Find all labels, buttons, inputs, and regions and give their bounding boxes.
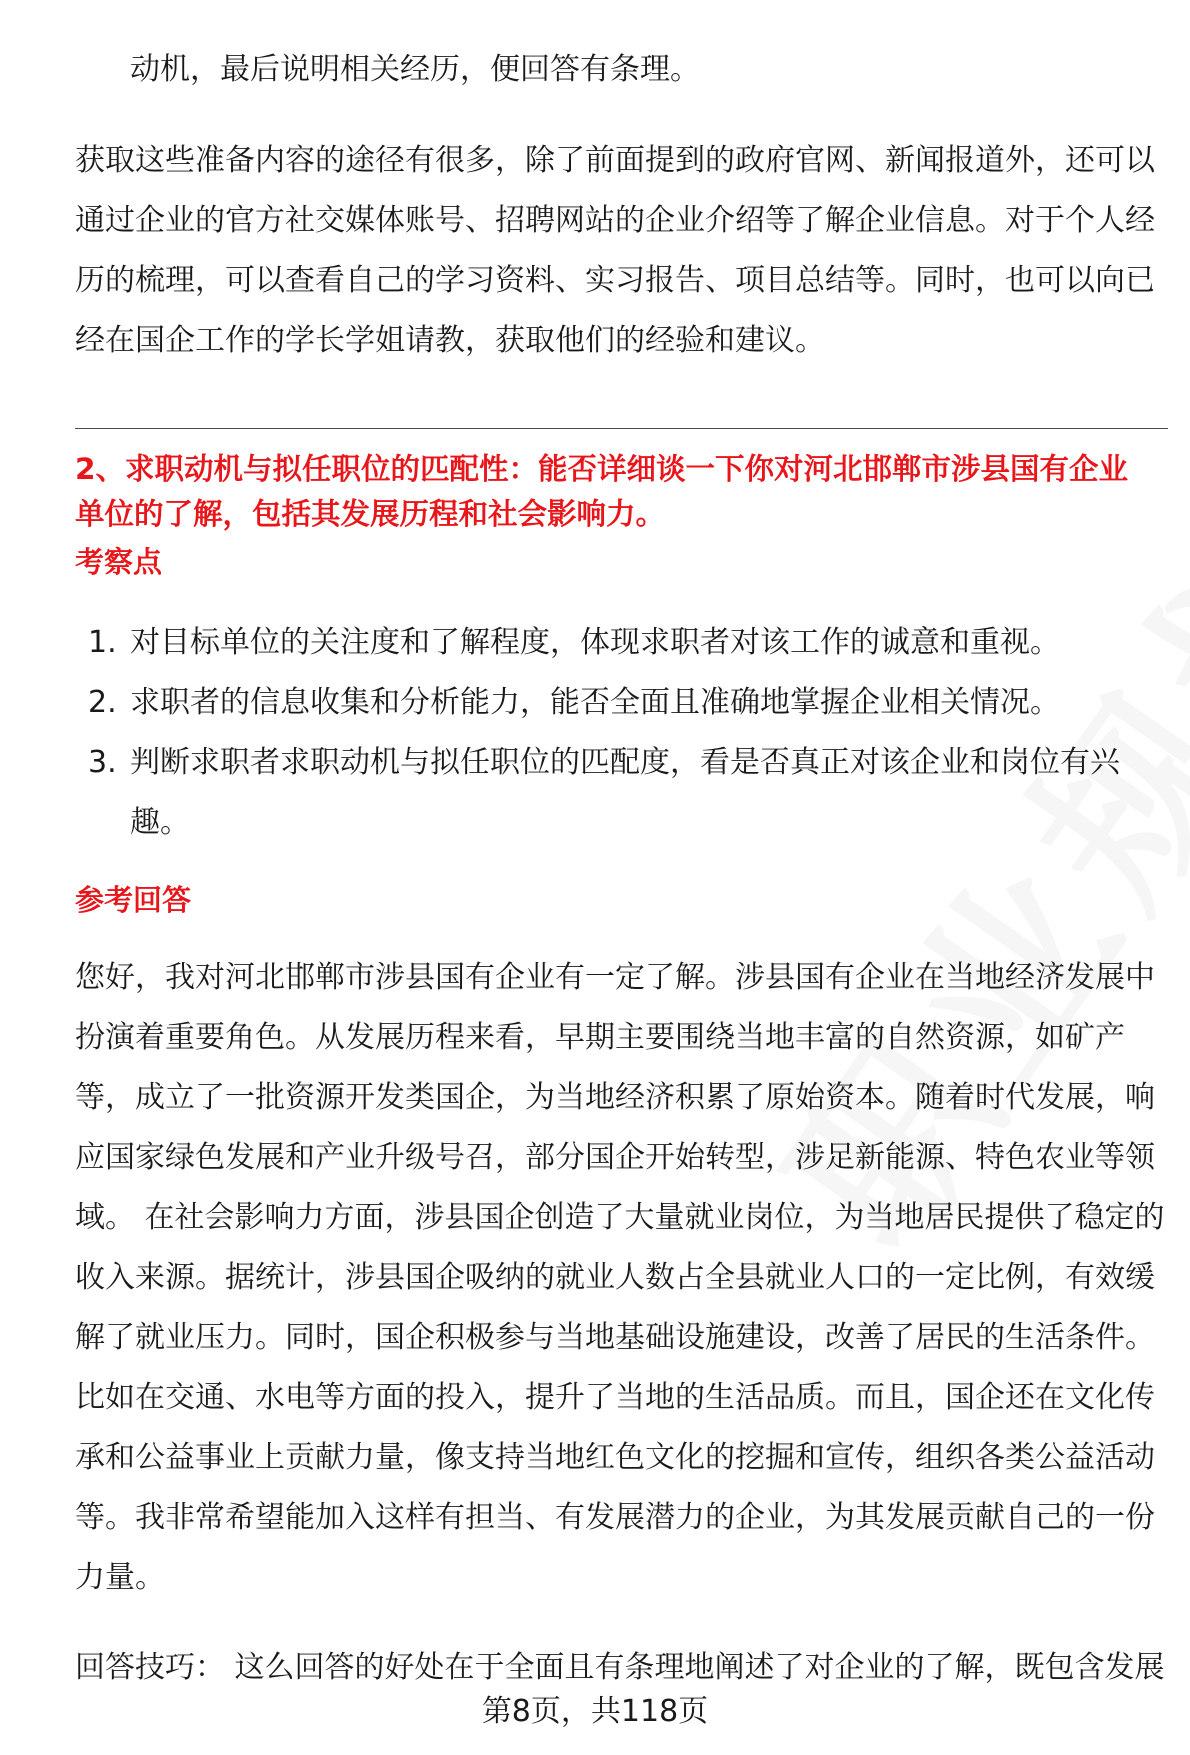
- question-heading-line2: 单位的了解，包括其发展历程和社会影响力。: [75, 497, 666, 531]
- list-number: 1.: [88, 625, 117, 660]
- question-heading-line1: 2、求职动机与拟任职位的匹配性：能否详细谈一下你对河北邯郸市涉县国有企业: [75, 452, 1129, 486]
- list-item: 判断求职者求职动机与拟任职位的匹配度，看是否真正对该企业和岗位有兴: [130, 745, 1120, 780]
- answer-line: 等。我非常希望能加入这样有担当、有发展潜力的企业，为其发展贡献自己的一份: [75, 1500, 1155, 1535]
- answer-line: 您好，我对河北邯郸市涉县国有企业有一定了解。涉县国有企业在当地经济发展中: [75, 960, 1155, 995]
- answer-line: 域。 在社会影响力方面，涉县国企创造了大量就业岗位，为当地居民提供了稳定的: [75, 1200, 1165, 1235]
- answer-line: 力量。: [75, 1560, 165, 1595]
- paragraph-line: 获取这些准备内容的途径有很多，除了前面提到的政府官网、新闻报道外，还可以: [75, 143, 1155, 178]
- list-item-continuation: 趣。: [130, 805, 190, 840]
- intro-line: 动机，最后说明相关经历，便回答有条理。: [130, 52, 700, 87]
- answer-line: 扮演着重要角色。从发展历程来看，早期主要围绕当地丰富的自然资源，如矿产: [75, 1020, 1125, 1055]
- list-item: 求职者的信息收集和分析能力，能否全面且准确地掌握企业相关情况。: [130, 685, 1060, 720]
- paragraph-line: 经在国企工作的学长学姐请教，获取他们的经验和建议。: [75, 323, 825, 358]
- answer-line: 收入来源。据统计，涉县国企吸纳的就业人数占全县就业人口的一定比例，有效缓: [75, 1260, 1155, 1295]
- divider: [75, 428, 1168, 429]
- page-footer: 第8页，共118页: [481, 1694, 709, 1729]
- answer-line: 解了就业压力。同时，国企积极参与当地基础设施建设，改善了居民的生活条件。: [75, 1320, 1155, 1355]
- exam-points-title: 考察点: [75, 545, 163, 579]
- answer-line: 比如在交通、水电等方面的投入，提升了当地的生活品质。而且，国企还在文化传: [75, 1380, 1155, 1415]
- answer-line: 应国家绿色发展和产业升级号召，部分国企开始转型，涉足新能源、特色农业等领: [75, 1140, 1155, 1175]
- paragraph-line: 通过企业的官方社交媒体账号、招聘网站的企业介绍等了解企业信息。对于个人经: [75, 203, 1155, 238]
- paragraph-line: 历的梳理，可以查看自己的学习资料、实习报告、项目总结等。同时，也可以向已: [75, 263, 1155, 298]
- answer-line: 承和公益事业上贡献力量，像支持当地红色文化的挖掘和宣传，组织各类公益活动: [75, 1440, 1155, 1475]
- answer-line: 等，成立了一批资源开发类国企，为当地经济积累了原始资本。随着时代发展，响: [75, 1080, 1155, 1115]
- answer-tip-line: 回答技巧： 这么回答的好处在于全面且有条理地阐述了对企业的了解，既包含发展: [75, 1650, 1165, 1685]
- list-number: 2.: [88, 685, 117, 720]
- list-item: 对目标单位的关注度和了解程度，体现求职者对该工作的诚意和重视。: [130, 625, 1060, 660]
- reference-answer-title: 参考回答: [75, 883, 192, 917]
- list-number: 3.: [88, 745, 117, 780]
